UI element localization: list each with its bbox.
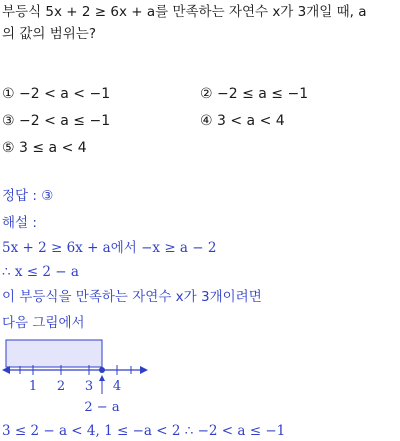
explanation-step-1: 5x + 2 ≥ 6x + a에서 −x ≥ a − 2 — [2, 240, 217, 256]
option-4[interactable]: ④ 3 < a < 4 — [200, 113, 285, 129]
option-1[interactable]: ① −2 < a < −1 — [2, 86, 111, 102]
solution-region-shade — [6, 340, 102, 367]
tick-label-2: 2 — [56, 379, 66, 394]
conclusion-line: 3 ≤ 2 − a < 4, 1 ≤ −a < 2 ∴ −2 < a ≤ −1 — [2, 423, 286, 439]
tick-label-3: 3 — [84, 379, 94, 394]
number-line-diagram — [0, 332, 400, 416]
marker-label: 2 − a — [84, 400, 120, 415]
answer-label: 정답 : ③ — [2, 188, 54, 204]
boundary-point — [99, 367, 105, 373]
option-2[interactable]: ② −2 ≤ a ≤ −1 — [200, 86, 309, 102]
explanation-step-2: ∴ x ≤ 2 − a — [2, 264, 79, 280]
explanation-header: 해설 : — [2, 215, 37, 231]
explanation-step-3: 이 부등식을 만족하는 자연수 x가 3개이려면 — [2, 289, 262, 305]
option-3[interactable]: ③ −2 < a ≤ −1 — [2, 113, 111, 129]
tick-label-1: 1 — [28, 379, 38, 394]
question-line-2: 의 값의 범위는? — [2, 26, 96, 42]
option-5[interactable]: ⑤ 3 ≤ a < 4 — [2, 140, 87, 156]
pointer-arrow-icon — [99, 375, 105, 381]
tick-label-4: 4 — [112, 379, 122, 394]
explanation-step-4: 다음 그림에서 — [2, 315, 85, 331]
right-arrow-icon — [140, 366, 148, 374]
question-line-1: 부등식 5x + 2 ≥ 6x + a를 만족하는 자연수 x가 3개일 때, a — [2, 4, 367, 20]
